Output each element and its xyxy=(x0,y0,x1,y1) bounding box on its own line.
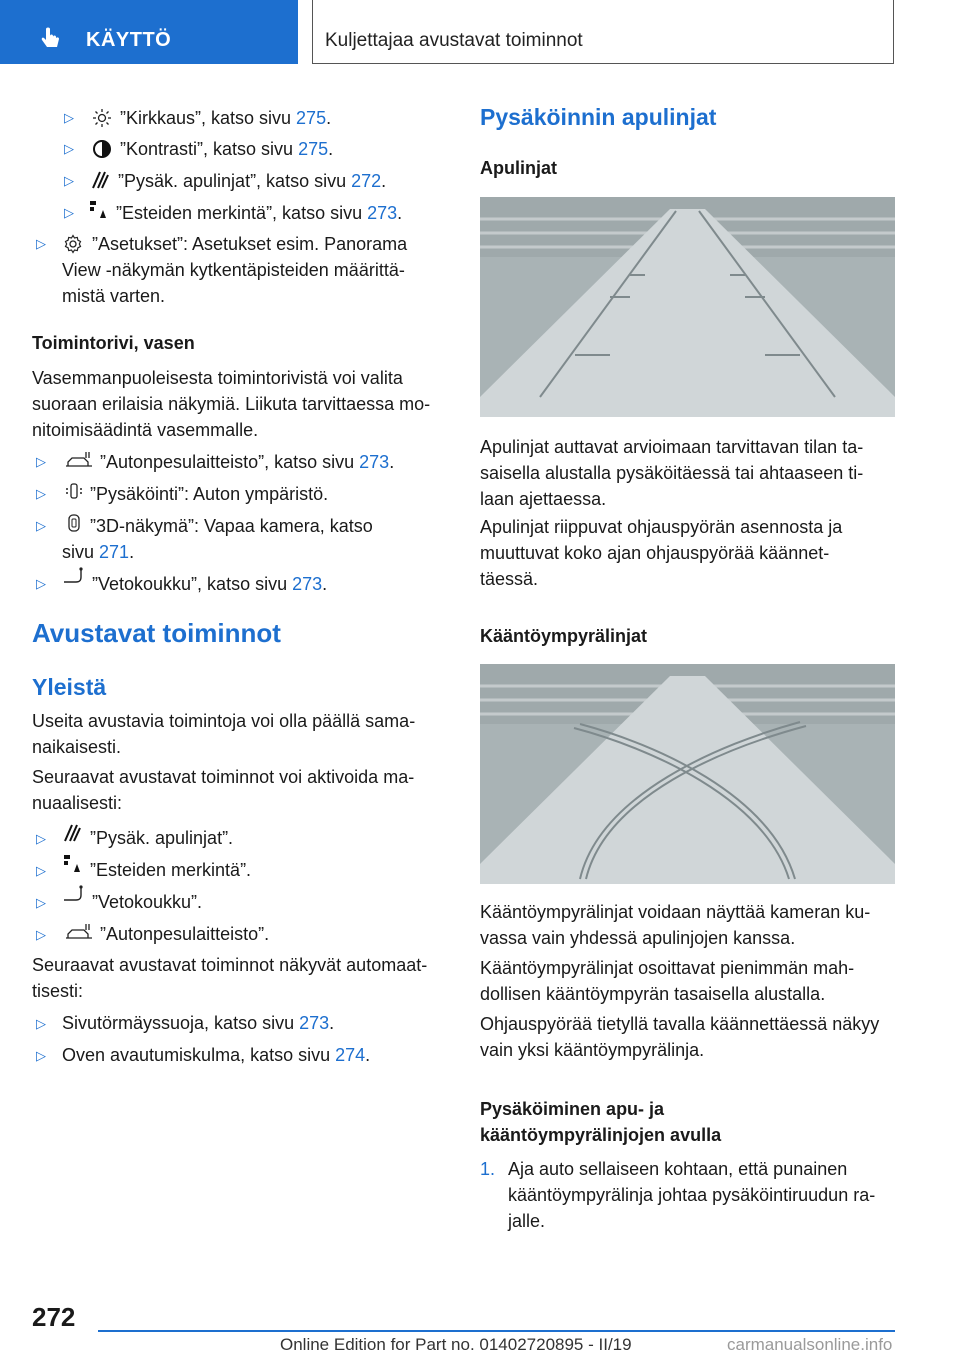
assist-heading-line2: kääntöympyrälinjojen avulla xyxy=(480,1125,722,1145)
auto-list-item-door-angle: Oven avautumiskulma, katso sivu 274. xyxy=(62,1045,371,1065)
manual-list-item: ”Esteiden merkintä”. xyxy=(90,860,252,880)
bullet-icon: ▷ xyxy=(36,454,46,469)
toolbar-heading: Toimintorivi, vasen xyxy=(32,333,195,353)
tow-hitch-icon xyxy=(62,884,86,904)
general-title: Yleistä xyxy=(32,674,107,700)
page-ref-link[interactable]: 273 xyxy=(359,452,390,472)
turn-para2-line1: Kääntöympyrälinjat osoittavat pienimmän mah- xyxy=(480,958,855,978)
turn-para3-line1: Ohjauspyörää tietyllä tavalla käännettäessä näkyy xyxy=(480,1014,880,1034)
page-ref-link[interactable]: 273 xyxy=(367,203,398,223)
bullet-icon: ▷ xyxy=(36,1016,46,1031)
list-item-contrast: ”Kontrasti”, katso sivu 275. xyxy=(120,139,334,159)
step1-line2: kääntöympyrälinja johtaa pysäköintiruudun ra- xyxy=(508,1185,876,1205)
bullet-icon: ▷ xyxy=(36,863,46,878)
turn-para3-line2: vain yksi kääntöympyrälinja. xyxy=(480,1040,705,1060)
page-ref-link[interactable]: 275 xyxy=(296,108,327,128)
guide-para1-line3: laan ajettaessa. xyxy=(480,489,607,509)
manual-para-line1: Seuraavat avustavat toiminnot voi aktivoida ma- xyxy=(32,767,415,787)
section-title: Avustavat toiminnot xyxy=(32,618,281,648)
settings-item-line2: View -näkymän kytkentäpisteiden määrittä- xyxy=(62,260,405,280)
bullet-icon: ▷ xyxy=(64,205,74,220)
car-wash-icon xyxy=(64,450,94,470)
settings-item-line1: ”Asetukset”: Asetukset esim. Panorama xyxy=(92,234,408,254)
step-number: 1. xyxy=(480,1159,496,1179)
auto-list-item-side-collision: Sivutörmäyssuoja, katso sivu 273. xyxy=(62,1013,335,1033)
turn-para1-line2: vassa vain yhdessä apulinjojen kanssa. xyxy=(480,928,796,948)
car-wash-icon xyxy=(64,922,94,942)
list-item-3d-view-line1: ”3D-näkymä”: Vapaa kamera, katso xyxy=(90,516,373,536)
guide-para2-line1: Apulinjat riippuvat ohjauspyörän asennosta ja xyxy=(480,517,843,537)
bullet-icon: ▷ xyxy=(36,486,46,501)
bullet-icon: ▷ xyxy=(36,1048,46,1063)
bullet-icon: ▷ xyxy=(64,173,74,188)
watermark: carmanualsonline.info xyxy=(727,1335,893,1354)
bullet-icon: ▷ xyxy=(64,110,74,125)
page-ref-link[interactable]: 275 xyxy=(298,139,329,159)
bullet-icon: ▷ xyxy=(36,236,46,251)
turning-lines-heading: Kääntöympyrälinjat xyxy=(480,626,648,646)
auto-para-line1: Seuraavat avustavat toiminnot näkyvät automaat- xyxy=(32,955,428,975)
bullet-icon: ▷ xyxy=(36,576,46,591)
guide-lines-image xyxy=(480,197,895,417)
parking-lines-icon xyxy=(62,822,82,842)
bullet-icon: ▷ xyxy=(36,927,46,942)
footer-divider xyxy=(98,1330,895,1332)
bullet-icon: ▷ xyxy=(36,895,46,910)
toolbar-para-line1: Vasemmanpuoleisesta toimintorivistä voi valita xyxy=(32,368,403,388)
step1-line3: jalle. xyxy=(508,1211,546,1231)
chapter-title: Kuljettajaa avustavat toiminnot xyxy=(325,30,583,51)
assist-heading-line1: Pysäköiminen apu- ja xyxy=(480,1099,665,1119)
guide-lines-heading: Apulinjat xyxy=(480,158,557,178)
toolbar-para-line2: suoraan erilaisia näkymiä. Liikuta tarvittaessa mo- xyxy=(32,394,431,414)
bullet-icon: ▷ xyxy=(36,518,46,533)
guide-para1-line1: Apulinjat auttavat arvioimaan tarvittavan tilan ta- xyxy=(480,437,864,457)
turn-para2-line2: dollisen kääntöympyrän tasaisella alustalla. xyxy=(480,984,826,1004)
parking-guides-title: Pysäköinnin apulinjat xyxy=(480,104,717,130)
list-item-3d-view-line2: sivu 271. xyxy=(62,542,135,562)
settings-gear-icon xyxy=(63,234,83,254)
list-item-parking-view: ”Pysäköinti”: Auton ympäristö. xyxy=(90,484,329,504)
obstacle-marking-icon xyxy=(88,199,108,219)
parking-lines-icon xyxy=(90,169,110,189)
settings-item-line3: mistä varten. xyxy=(62,286,166,306)
contrast-icon xyxy=(92,139,112,159)
turn-para1-line1: Kääntöympyrälinjat voidaan näyttää kameran ku- xyxy=(480,902,871,922)
page-ref-link[interactable]: 271 xyxy=(99,542,130,562)
obstacle-marking-icon xyxy=(62,853,82,873)
list-item-obstacle-marking: ”Esteiden merkintä”, katso sivu 273. xyxy=(116,203,403,223)
general-para-line1: Useita avustavia toimintoja voi olla päällä sama- xyxy=(32,711,416,731)
turning-lines-image xyxy=(480,664,895,884)
guide-para2-line3: täessä. xyxy=(480,569,539,589)
section-label: KÄYTTÖ xyxy=(86,29,172,51)
page-number: 272 xyxy=(32,1302,76,1332)
tow-hitch-icon xyxy=(62,566,86,586)
page-ref-link[interactable]: 272 xyxy=(351,171,382,191)
page-ref-link[interactable]: 273 xyxy=(292,574,323,594)
toolbar-para-line3: nitoimisäädintä vasemmalle. xyxy=(32,420,259,440)
section-tab[interactable] xyxy=(0,0,298,64)
guide-para2-line2: muuttuvat koko ajan ohjauspyörää käännet- xyxy=(480,543,830,563)
manual-list-item: ”Autonpesulaitteisto”. xyxy=(100,924,270,944)
edition-info: Online Edition for Part no. 01402720895 - II/19 xyxy=(280,1335,632,1354)
bullet-icon: ▷ xyxy=(64,141,74,156)
hand-pointer-icon xyxy=(40,27,64,51)
guide-para1-line2: saisella alustalla pysäköitäessä tai ahtaaseen ti- xyxy=(480,463,864,483)
manual-list-item: ”Vetokoukku”. xyxy=(92,892,203,912)
list-item-brightness: ”Kirkkaus”, katso sivu 275. xyxy=(120,108,332,128)
brightness-icon xyxy=(92,108,112,128)
manual-para-line2: nuaalisesti: xyxy=(32,793,123,813)
chapter-header xyxy=(312,0,894,64)
bullet-icon: ▷ xyxy=(36,831,46,846)
page-ref-link[interactable]: 274 xyxy=(335,1045,366,1065)
general-para-line2: naikaisesti. xyxy=(32,737,122,757)
list-item-tow-hitch: ”Vetokoukku”, katso sivu 273. xyxy=(92,574,328,594)
step1-line1: Aja auto sellaiseen kohtaan, että punainen xyxy=(508,1159,848,1179)
view-3d-icon xyxy=(64,513,84,533)
page-ref-link[interactable]: 273 xyxy=(299,1013,330,1033)
list-item-car-wash: ”Autonpesulaitteisto”, katso sivu 273. xyxy=(100,452,395,472)
manual-list-item: ”Pysäk. apulinjat”. xyxy=(90,828,234,848)
auto-para-line2: tisesti: xyxy=(32,981,84,1001)
parking-view-icon xyxy=(64,481,84,501)
list-item-parking-lines: ”Pysäk. apulinjat”, katso sivu 272. xyxy=(118,171,387,191)
